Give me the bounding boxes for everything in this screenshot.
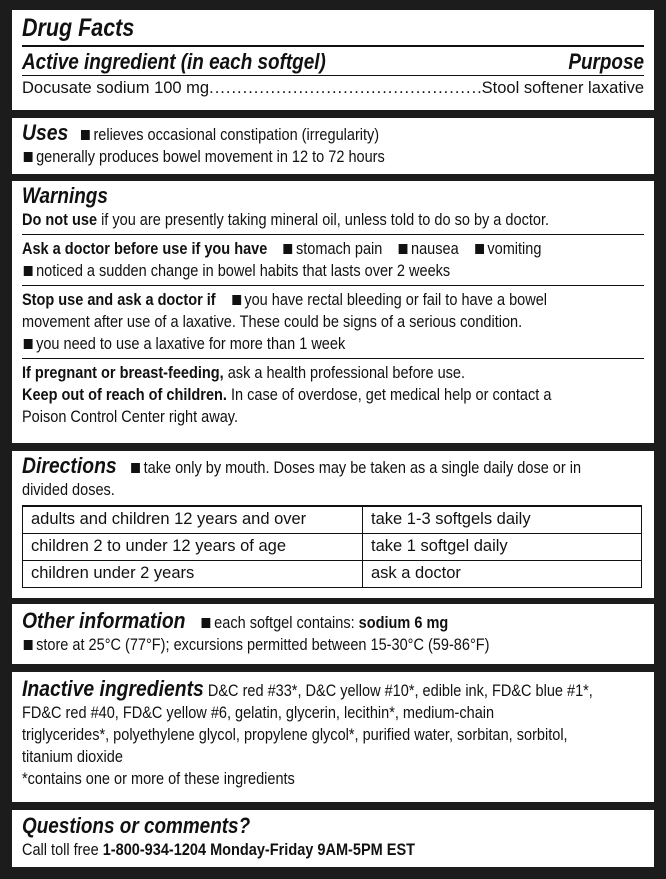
phone-number: 1-800-934-1204 Monday-Friday 9AM-5PM EST — [102, 841, 416, 859]
warnings-panel — [12, 181, 654, 443]
children-text: In case of overdose, get medical help or contact a — [230, 386, 552, 404]
age-cell: children 2 to under 12 years of age — [23, 533, 363, 560]
bullet-icon — [202, 618, 211, 628]
table-row — [23, 533, 642, 560]
bullet-icon — [24, 266, 33, 276]
ask-doctor-label: Ask a doctor before use if you have — [22, 240, 268, 258]
inactive-footnote: *contains one or more of these ingredients — [22, 770, 295, 788]
active-ingredient-purpose: Stool softener laxative — [481, 79, 644, 97]
questions-panel — [12, 810, 654, 867]
table-row — [23, 560, 642, 587]
dose-cell: take 1 softgel daily — [363, 533, 642, 560]
dose-cell: take 1-3 softgels daily — [363, 506, 642, 533]
bullet-icon — [24, 152, 33, 162]
children-text-continued: Poison Control Center right away. — [22, 408, 239, 426]
do-not-use-label: Do not use — [22, 211, 98, 229]
inactive-ingredients-text: titanium dioxide — [22, 748, 123, 766]
stop-use-item: you have rectal bleeding or fail to have a bowel — [244, 291, 548, 309]
other-item: each softgel contains: — [214, 614, 355, 632]
ask-doctor-item: stomach pain — [295, 240, 383, 258]
call-text: Call toll free — [22, 841, 99, 859]
questions-heading: Questions or comments? — [22, 813, 251, 838]
bullet-icon — [284, 244, 293, 254]
ask-doctor-item: nausea — [411, 240, 459, 258]
other-information-panel — [12, 604, 654, 664]
ask-doctor-item: vomiting — [487, 240, 542, 258]
drug-facts-title: Drug Facts — [22, 14, 135, 42]
divider — [22, 358, 644, 359]
uses-item: generally produces bowel movement in 12 to 72 hours — [36, 148, 385, 166]
children-label: Keep out of reach of children. — [22, 386, 227, 404]
warnings-heading: Warnings — [22, 183, 108, 208]
inactive-ingredients-text: triglycerides*, polyethylene glycol, propylene glycol*, purified water, sorbitan, sorbitol, — [22, 726, 568, 744]
divider — [22, 234, 644, 235]
inactive-ingredients-panel — [12, 672, 654, 802]
inactive-ingredients-text: FD&C red #40, FD&C yellow #6, gelatin, glycerin, lecithin*, medium-chain — [22, 704, 495, 722]
do-not-use-text: if you are presently taking mineral oil, unless told to do so by a doctor. — [101, 211, 550, 229]
active-ingredient-panel — [12, 10, 654, 110]
bullet-icon — [24, 640, 33, 650]
age-cell: adults and children 12 years and over — [23, 506, 363, 533]
active-ingredient-heading: Active ingredient (in each softgel) — [22, 49, 326, 74]
bullet-icon — [232, 295, 241, 305]
directions-heading: Directions — [22, 453, 117, 478]
pregnant-text: ask a health professional before use. — [227, 364, 466, 382]
stop-use-label: Stop use and ask a doctor if — [22, 291, 216, 309]
divider — [22, 285, 644, 286]
age-cell: children under 2 years — [23, 560, 363, 587]
stop-use-item: you need to use a laxative for more than 1 week — [36, 335, 346, 353]
bullet-icon — [81, 130, 90, 140]
divider — [22, 45, 644, 47]
other-item: store at 25°C (77°F); excursions permitted between 15-30°C (59-86°F) — [36, 636, 490, 654]
bullet-icon — [399, 244, 408, 254]
uses-panel — [12, 118, 654, 174]
sodium-content: sodium 6 mg — [358, 614, 449, 632]
bullet-icon — [475, 244, 484, 254]
directions-table — [22, 505, 642, 588]
purpose-heading: Purpose — [568, 49, 644, 74]
dose-cell: ask a doctor — [363, 560, 642, 587]
bullet-icon — [24, 339, 33, 349]
table-row — [23, 506, 642, 533]
directions-panel — [12, 451, 654, 598]
bullet-icon — [131, 463, 140, 473]
active-ingredient-name: Docusate sodium 100 mg — [22, 79, 210, 97]
uses-heading: Uses — [22, 120, 69, 145]
uses-item: relieves occasional constipation (irregularity) — [93, 126, 380, 144]
ask-doctor-item: noticed a sudden change in bowel habits that lasts over 2 weeks — [36, 262, 451, 280]
stop-use-item-continued: movement after use of a laxative. These could be signs of a serious condition. — [22, 313, 523, 331]
inactive-ingredients-text: D&C red #33*, D&C yellow #10*, edible ink, FD&C blue #1*, — [207, 682, 593, 700]
directions-intro: take only by mouth. Doses may be taken as a single daily dose or in — [143, 459, 582, 477]
directions-intro-continued: divided doses. — [22, 481, 115, 499]
leader-dots — [209, 76, 482, 100]
other-information-heading: Other information — [22, 608, 186, 633]
inactive-ingredients-heading: Inactive ingredients — [22, 676, 204, 701]
pregnant-label: If pregnant or breast-feeding, — [22, 364, 224, 382]
